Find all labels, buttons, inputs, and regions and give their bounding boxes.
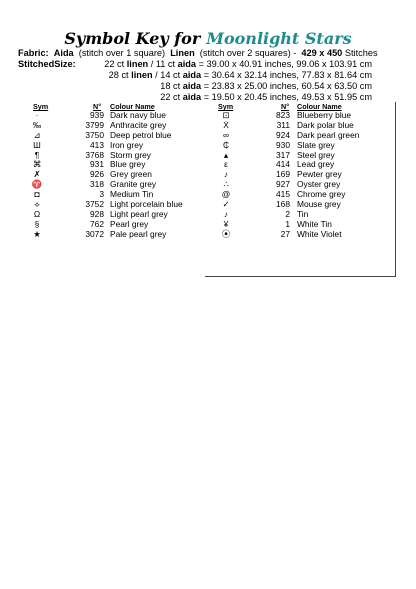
key-row <box>205 230 395 240</box>
colour-name: Pewter grey <box>297 169 342 180</box>
stitch-count-label: Stitches <box>344 48 378 58</box>
symbol: ⌘ <box>32 159 42 170</box>
size-fabric-alt: aida <box>182 70 202 80</box>
symbol: ✓ <box>222 199 230 210</box>
symbol: ₵ <box>222 139 230 150</box>
header-number: N° <box>281 102 290 111</box>
colour-name: Storm grey <box>110 149 151 160</box>
size-count: 22 ct <box>160 92 183 102</box>
symbol: ⟡ <box>34 199 40 210</box>
title-design-name: Moonlight Stars <box>206 29 352 48</box>
header-colour-name: Colour Name <box>297 102 342 111</box>
fabric-linen-note: (stitch over 2 squares) - <box>199 48 297 58</box>
symbol: ⦿ <box>221 228 231 239</box>
symbol: ε <box>224 159 228 170</box>
stitched-size-label: StitchedSize: <box>18 59 76 69</box>
symbol: ¥ <box>223 218 229 229</box>
floss-number: 1 <box>285 218 290 229</box>
size-fabric: aida <box>182 81 202 91</box>
symbol: ★ <box>33 228 41 239</box>
floss-number: 415 <box>276 189 290 200</box>
floss-number: 762 <box>90 218 104 229</box>
colour-name: Tin <box>297 208 309 219</box>
title-prefix: Symbol Key for <box>64 29 201 48</box>
floss-number: 3799 <box>85 119 104 130</box>
symbol: ∞ <box>223 129 229 140</box>
symbol: ♪ <box>223 208 229 219</box>
floss-number: 930 <box>276 139 290 150</box>
header-colour-name: Colour Name <box>110 102 155 111</box>
floss-number: 3 <box>99 189 104 200</box>
size-fabric: linen <box>131 70 153 80</box>
fabric-aida: Aida <box>53 48 74 58</box>
floss-number: 924 <box>276 129 290 140</box>
colour-name: Lead grey <box>297 159 335 170</box>
floss-number: 317 <box>276 149 290 160</box>
colour-name: Mouse grey <box>297 199 341 210</box>
stitched-size-row <box>0 59 372 70</box>
colour-name: Slate grey <box>297 139 335 150</box>
colour-name: Granite grey <box>110 179 157 190</box>
floss-number: 823 <box>276 110 290 120</box>
stitched-size-row <box>0 70 372 81</box>
stitched-size-row <box>0 81 372 92</box>
colour-name: Iron grey <box>110 139 144 150</box>
colour-name: Light pearl grey <box>110 208 168 219</box>
colour-name: Deep petrol blue <box>110 129 172 140</box>
colour-name: Dark pearl green <box>297 129 360 140</box>
fabric-aida-note: (stitch over 1 square) <box>78 48 166 58</box>
colour-name: Blueberry blue <box>297 110 352 120</box>
size-count-alt: / 14 ct <box>152 70 183 80</box>
size-count: 28 ct <box>108 70 132 80</box>
page-title <box>0 30 416 48</box>
colour-name: White Violet <box>297 228 342 239</box>
symbol: Ш <box>33 139 41 150</box>
symbol: ♪ <box>223 169 229 180</box>
colour-name: White Tin <box>297 218 332 229</box>
symbol: @ <box>221 189 231 200</box>
floss-number: 928 <box>90 208 104 219</box>
size-dimensions: = 19.50 x 20.45 inches, 49.53 x 51.95 cm <box>201 92 372 102</box>
colour-name: Pale pearl grey <box>110 228 167 239</box>
floss-number: 931 <box>90 159 104 170</box>
symbol: ♈ <box>31 179 43 190</box>
floss-number: 413 <box>90 139 104 150</box>
size-dimensions: = 39.00 x 40.91 inches, 99.06 x 103.91 cm <box>196 59 372 69</box>
colour-name: Steel grey <box>297 149 335 160</box>
symbol-key-right <box>205 102 396 277</box>
floss-number: 3750 <box>85 129 104 140</box>
colour-name: Chrome grey <box>297 189 346 200</box>
colour-name: Dark polar blue <box>297 119 354 130</box>
header-sym: Sym <box>33 102 49 111</box>
symbol: ⊿ <box>33 129 41 140</box>
floss-number: 168 <box>276 199 290 210</box>
floss-number: 926 <box>90 169 104 180</box>
size-fabric-alt: aida <box>177 59 197 69</box>
colour-name: Blue grey <box>110 159 146 170</box>
floss-number: 3752 <box>85 199 104 210</box>
symbol: ✗ <box>33 169 41 180</box>
symbol: ▴ <box>223 149 229 160</box>
size-count: 18 ct <box>160 81 183 91</box>
floss-number: 927 <box>276 179 290 190</box>
floss-number: 3072 <box>85 228 104 239</box>
colour-name: Oyster grey <box>297 179 341 190</box>
floss-number: 27 <box>280 228 290 239</box>
symbol: § <box>34 218 40 229</box>
header-sym: Sym <box>218 102 234 111</box>
symbol: Ω <box>33 208 41 219</box>
floss-number: 2 <box>285 208 290 219</box>
symbol: ∴ <box>223 179 229 190</box>
floss-number: 939 <box>90 110 104 120</box>
symbol: ¶ <box>34 149 40 160</box>
colour-name: Medium Tin <box>110 189 154 200</box>
colour-name: Dark navy blue <box>110 110 166 120</box>
symbol-key-left <box>22 102 212 240</box>
size-fabric: linen <box>126 59 149 69</box>
floss-number: 414 <box>276 159 290 170</box>
fabric-linen: Linen <box>170 48 195 58</box>
symbol: · <box>35 110 39 120</box>
header-number: N° <box>93 102 102 111</box>
floss-number: 318 <box>90 179 104 190</box>
size-fabric: aida <box>182 92 202 102</box>
key-row <box>22 230 212 240</box>
symbol: Ẋ <box>223 119 229 130</box>
size-dimensions: = 30.64 x 32.14 inches, 77.83 x 81.64 cm <box>201 70 372 80</box>
colour-name: Grey green <box>110 169 152 180</box>
colour-name: Pearl grey <box>110 218 149 229</box>
symbol: ⊡ <box>222 110 230 120</box>
symbol: ‰ <box>32 119 42 130</box>
colour-name: Anthracite grey <box>110 119 167 130</box>
fabric-line <box>18 48 378 59</box>
size-dimensions: = 23.83 x 25.00 inches, 60.54 x 63.50 cm <box>201 81 372 91</box>
floss-number: 3768 <box>85 149 104 160</box>
symbol: ◘ <box>34 189 40 200</box>
floss-number: 169 <box>276 169 290 180</box>
colour-name: Light porcelain blue <box>110 199 183 210</box>
fabric-label: Fabric: <box>18 48 49 58</box>
stitch-count: 429 x 450 <box>301 48 343 58</box>
floss-number: 311 <box>276 119 290 130</box>
size-count: 22 ct <box>104 59 127 69</box>
size-count-alt: / 11 ct <box>148 59 178 69</box>
